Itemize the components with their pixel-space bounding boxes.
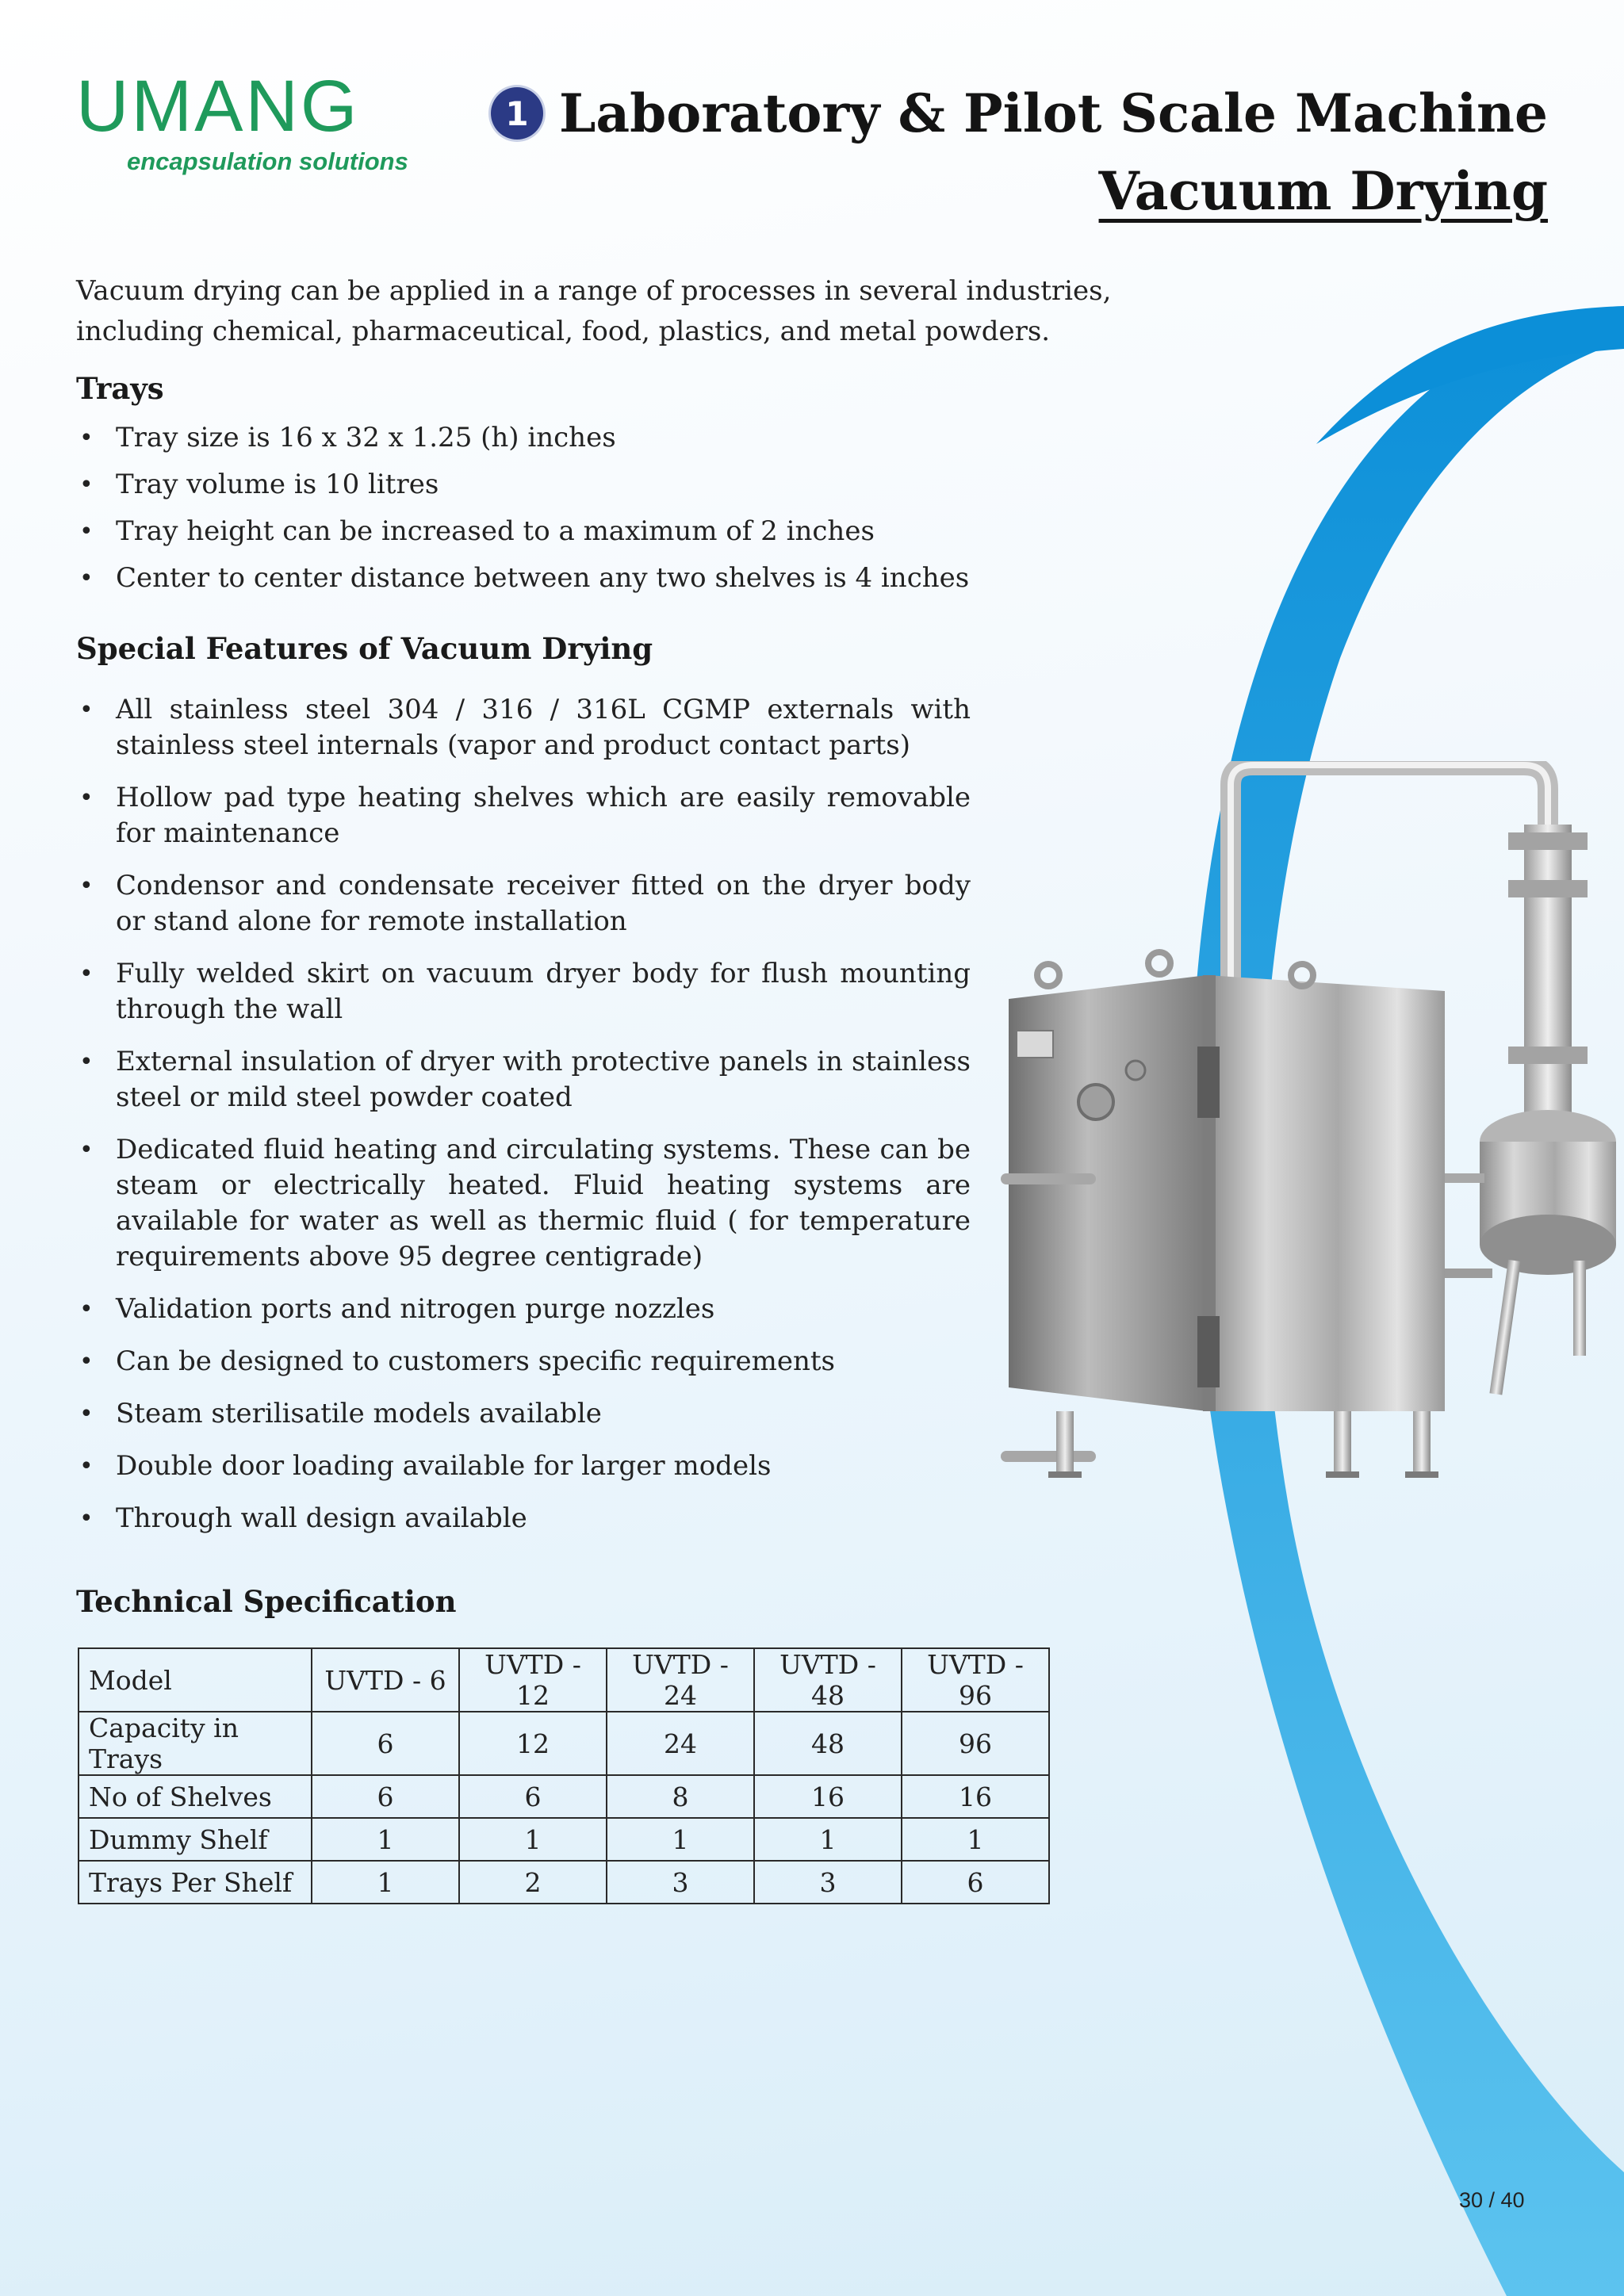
trays-list: [76, 420, 1186, 607]
table-cell: 6: [312, 1712, 459, 1775]
table-header-cell: UVTD - 96: [902, 1648, 1049, 1712]
features-list: [76, 692, 971, 1553]
table-header-cell: UVTD - 12: [459, 1648, 607, 1712]
table-header-cell: Model: [79, 1648, 312, 1712]
table-cell: Capacity in Trays: [79, 1712, 312, 1775]
list-item: • Center to center distance between any two shelves is 4 inches: [76, 561, 1186, 596]
list-item: • Can be designed to customers specific requirements: [76, 1344, 971, 1380]
table-cell: 48: [754, 1712, 902, 1775]
table-cell: 1: [459, 1818, 607, 1861]
table-cell: 16: [754, 1775, 902, 1818]
spec-heading: Technical Specification: [76, 1584, 457, 1619]
table-cell: 8: [607, 1775, 754, 1818]
table-cell: 16: [902, 1775, 1049, 1818]
list-item: • Condensor and condensate receiver fitted on the dryer body or stand alone for remote installation: [76, 868, 971, 939]
intro-paragraph: Vacuum drying can be applied in a range of processes in several industries, including chemical, pharmaceutical, food, plastics, and metal powders.: [76, 275, 1112, 347]
table-cell: 1: [754, 1818, 902, 1861]
table-header-row: [79, 1648, 1049, 1712]
table-cell: 1: [312, 1861, 459, 1904]
table-header-cell: UVTD - 24: [607, 1648, 754, 1712]
vacuum-dryer-machine-image: [1001, 761, 1624, 1506]
list-item: • Tray size is 16 x 32 x 1.25 (h) inches: [76, 420, 1186, 456]
umang-logo: [76, 66, 408, 176]
list-item: • Validation ports and nitrogen purge nozzles: [76, 1292, 971, 1327]
table-cell: 1: [607, 1818, 754, 1861]
list-item: • Hollow pad type heating shelves which are easily removable for maintenance: [76, 780, 971, 851]
table-cell: 3: [754, 1861, 902, 1904]
logo-wordmark: UMANG: [76, 66, 360, 147]
spec-table: [78, 1647, 1050, 1904]
page-number: 30 / 40: [1459, 2188, 1525, 2212]
list-item: • All stainless steel 304 / 316 / 316L CGMP externals with stainless steel internals (vapor and product contact parts): [76, 692, 971, 763]
list-item: • Tray volume is 10 litres: [76, 467, 1186, 503]
logo-tagline: encapsulation solutions: [127, 147, 408, 175]
list-item: • Tray height can be increased to a maximum of 2 inches: [76, 514, 1186, 549]
list-item: • Dedicated fluid heating and circulating systems. These can be steam or electrically heated. Fluid heating systems are available for water as well as thermic fluid ( for temperature requirements above 95 degree centigrade): [76, 1132, 971, 1275]
table-cell: 6: [312, 1775, 459, 1818]
table-row: [79, 1861, 1049, 1904]
features-heading: Special Features of Vacuum Drying: [76, 631, 653, 666]
list-item: • Fully welded skirt on vacuum dryer body for flush mounting through the wall: [76, 956, 971, 1027]
table-cell: 6: [902, 1861, 1049, 1904]
table-cell: 2: [459, 1861, 607, 1904]
table-cell: 1: [902, 1818, 1049, 1861]
table-row: [79, 1712, 1049, 1775]
table-cell: 24: [607, 1712, 754, 1775]
list-item: • External insulation of dryer with protective panels in stainless steel or mild steel powder coated: [76, 1044, 971, 1115]
table-cell: 1: [312, 1818, 459, 1861]
table-cell: Dummy Shelf: [79, 1818, 312, 1861]
table-cell: 12: [459, 1712, 607, 1775]
table-cell: 3: [607, 1861, 754, 1904]
table-row: [79, 1775, 1049, 1818]
section-number-badge: 1: [491, 87, 543, 140]
table-cell: 96: [902, 1712, 1049, 1775]
list-item: • Double door loading available for larger models: [76, 1448, 971, 1484]
table-row: [79, 1818, 1049, 1861]
page-subtitle: Vacuum Drying: [1098, 160, 1548, 222]
list-item: • Through wall design available: [76, 1501, 971, 1536]
list-item: • Steam sterilisatile models available: [76, 1396, 971, 1432]
trays-heading: Trays: [76, 371, 164, 406]
table-cell: Trays Per Shelf: [79, 1861, 312, 1904]
table-header-cell: UVTD - 48: [754, 1648, 902, 1712]
table-cell: 6: [459, 1775, 607, 1818]
table-header-cell: UVTD - 6: [312, 1648, 459, 1712]
table-cell: No of Shelves: [79, 1775, 312, 1818]
page-title: Laboratory & Pilot Scale Machine: [558, 82, 1548, 144]
page-header: [491, 82, 1548, 222]
